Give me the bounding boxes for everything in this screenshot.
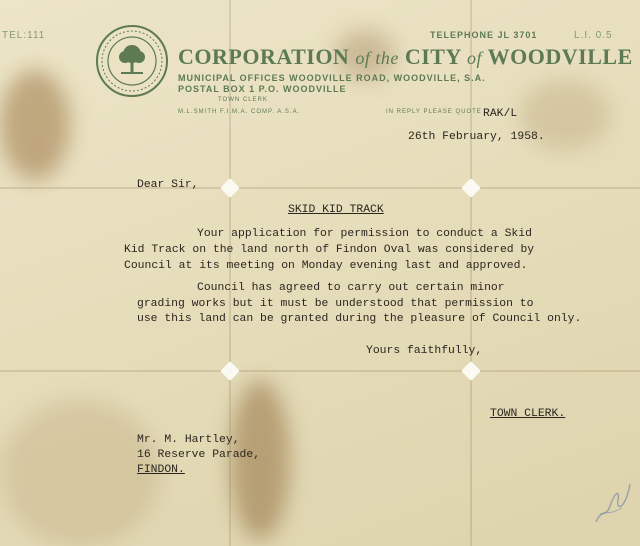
fold-crease (0, 370, 640, 372)
reference-code: RAK/L (483, 108, 518, 120)
letterhead-title-name: WOODVILLE (487, 44, 633, 69)
fold-hole (220, 361, 240, 381)
fold-hole (220, 178, 240, 198)
body-line: Council has agreed to carry out certain minor (197, 282, 505, 294)
fold-crease (0, 187, 640, 189)
letterhead-title (178, 44, 633, 70)
letterhead-clerk-name: M.L.SMITH F.I.M.A. COMP. A.S.A. (178, 109, 301, 115)
recipient-street: 16 Reserve Parade, (137, 449, 261, 461)
fold-hole (461, 361, 481, 381)
letterhead-title-city: CITY (404, 44, 462, 69)
letterhead-postal: POSTAL BOX 1 P.O. WOODVILLE (178, 84, 347, 94)
letterhead-title-of: of (467, 48, 483, 68)
body-line: use this land can be granted during the pleasure of Council only. (137, 313, 582, 325)
city-seal-logo (95, 24, 169, 98)
letterhead-town-clerk-label: TOWN CLERK (218, 97, 268, 103)
letterhead-title-of: of the (355, 48, 399, 68)
pencil-scribble (592, 478, 634, 528)
recipient-name: Mr. M. Hartley, (137, 434, 240, 446)
letterhead-title-prefix: CORPORATION (178, 44, 350, 69)
subject-heading: SKID KID TRACK (288, 204, 384, 216)
body-line: Your application for permission to conduct a Skid (197, 228, 532, 240)
body-line: Kid Track on the land north of Findon Oval was considered by (124, 244, 535, 256)
letterhead (0, 0, 640, 130)
letterhead-edge-text: TEL:111 (2, 30, 46, 41)
body-line: Council at its meeting on Monday evening last and approved. (124, 260, 528, 272)
letterhead-reply-quote: IN REPLY PLEASE QUOTE (386, 109, 482, 115)
signature-title: TOWN CLERK. (490, 408, 566, 420)
letterhead-edge-text: L.I. 0.5 (574, 30, 613, 41)
closing: Yours faithfully, (366, 345, 483, 357)
letter-date: 26th February, 1958. (408, 131, 545, 143)
recipient-suburb: FINDON. (137, 464, 185, 476)
letterhead-offices: MUNICIPAL OFFICES WOODVILLE ROAD, WOODVILLE, S.A. (178, 73, 486, 83)
salutation: Dear Sir, (137, 179, 199, 191)
letterhead-telephone: TELEPHONE JL 3701 (430, 30, 538, 40)
stain (0, 400, 160, 546)
body-line: grading works but it must be understood that permission to (137, 298, 534, 310)
fold-hole (461, 178, 481, 198)
